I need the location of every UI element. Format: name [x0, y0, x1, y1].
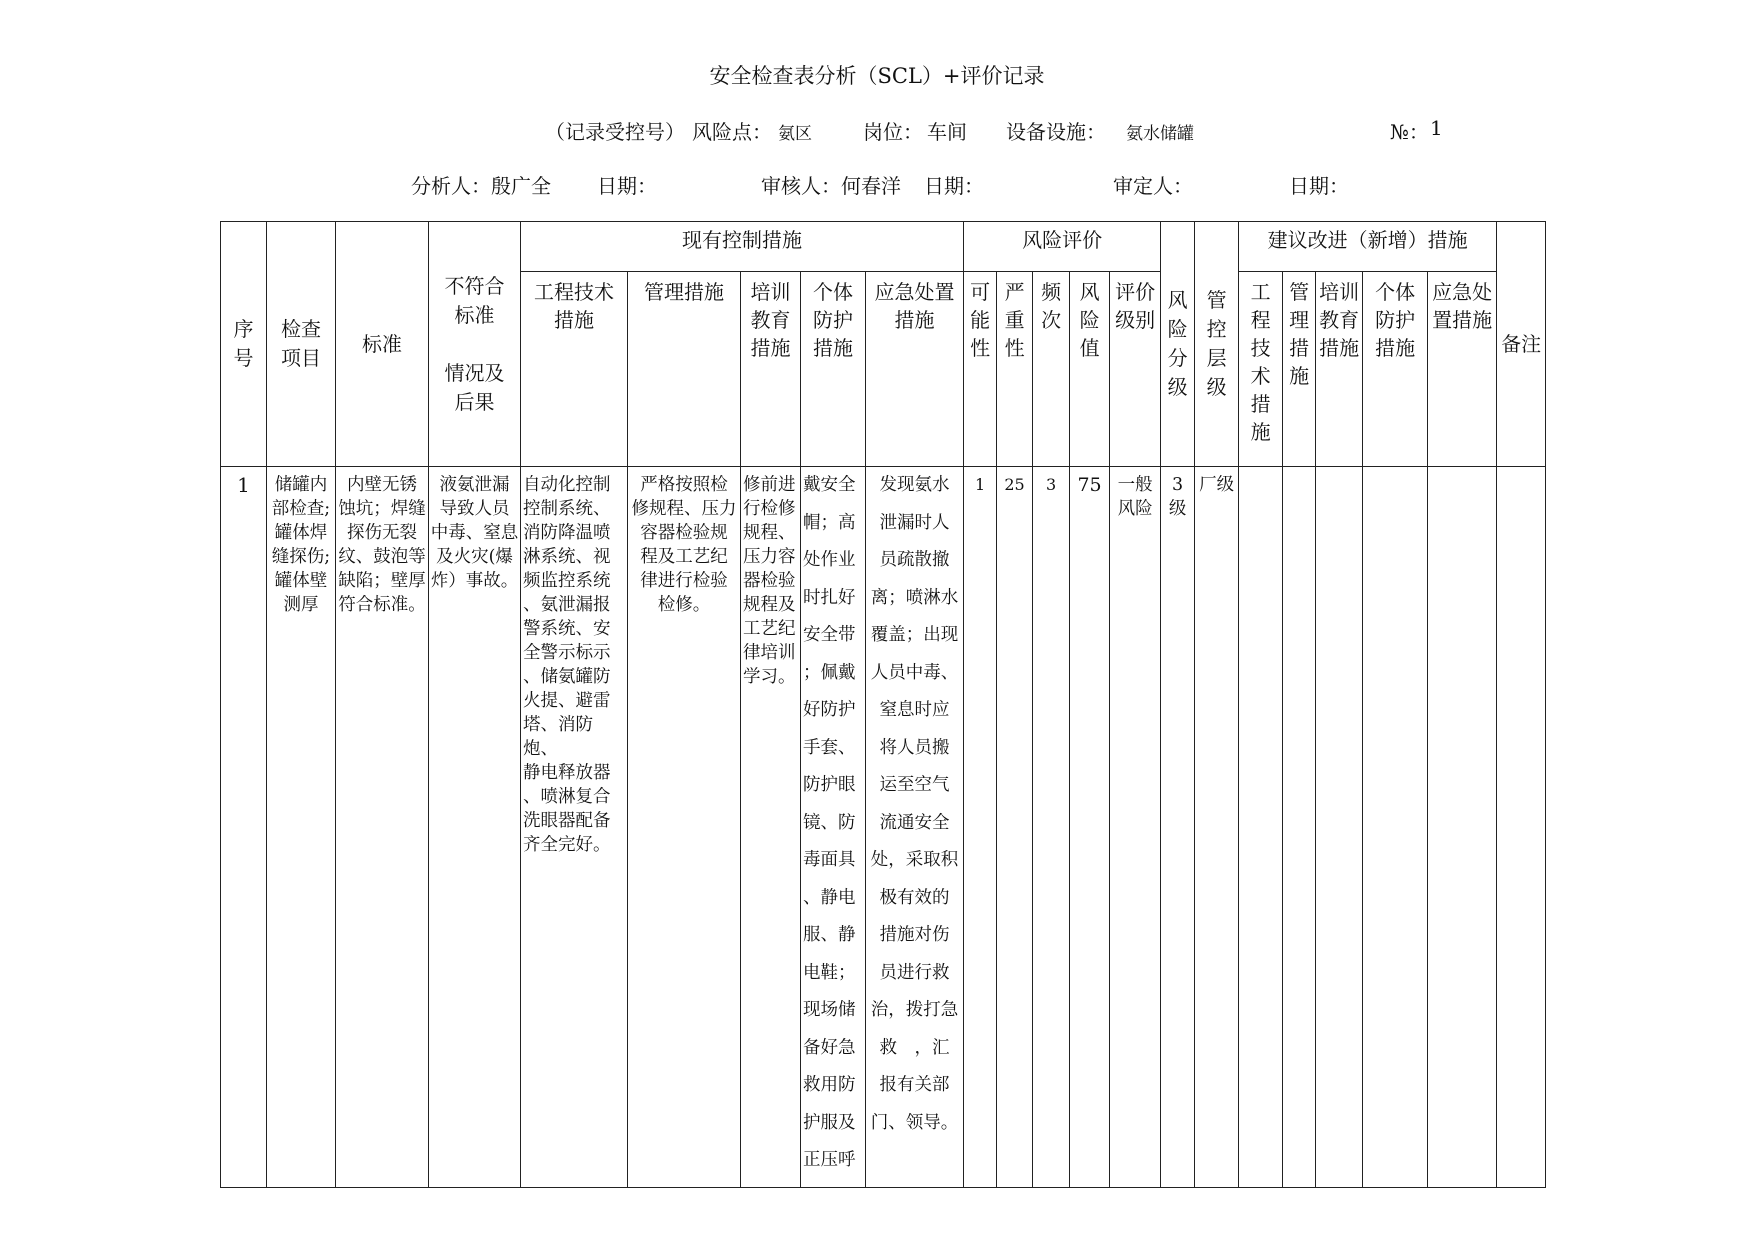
post-value: 车间	[927, 120, 967, 144]
header-existing-emerg: 应急处置 措施	[866, 272, 964, 467]
cell-risk-class: 3 级	[1161, 467, 1195, 1188]
cell-existing-train: 修前进 行检修 规程、 压力容 器检验 规程及 工艺纪 律培训 学习。	[741, 467, 801, 1188]
post-label: 岗位：	[863, 120, 923, 144]
analyst-date: 日期：	[597, 174, 657, 198]
document-title: 安全检查表分析（SCL）+评价记录	[709, 64, 1045, 88]
header-sug-mgmt: 管 理 措 施	[1283, 272, 1316, 467]
approver: 审定人：	[1113, 174, 1193, 198]
number-value: 1	[1430, 116, 1443, 140]
risk-point-value: 氨区	[778, 124, 812, 144]
cell-eval-level: 一般 风险	[1110, 467, 1161, 1188]
header-standard: 标准	[336, 222, 429, 467]
header-sug-ppe: 个体 防护 措施	[1363, 272, 1428, 467]
analyst: 分析人：殷广全	[411, 174, 551, 198]
table-row	[221, 467, 1546, 1188]
equipment-value: 氨水储罐	[1126, 124, 1194, 144]
scl-table	[220, 221, 1546, 1188]
cell-likelihood: 1	[964, 467, 997, 1188]
equipment-label: 设备设施：	[1006, 120, 1106, 144]
cell-seq: 1	[221, 467, 267, 1188]
header-sug-train: 培训 教育 措施	[1316, 272, 1363, 467]
header-existing-train: 培训 教育 措施	[741, 272, 801, 467]
cell-existing-ppe: 戴安全 帽；高 处作业 时扎好 安全带 ；佩戴 好防护 手套、 防护眼 镜、防 毒面具 、静电 服、静 电鞋； 现场储 备好急 救用防 护服及 正压呼	[801, 467, 866, 1188]
header-seq: 序 号	[221, 222, 267, 467]
cell-sug-emerg	[1428, 467, 1497, 1188]
record-number: （记录受控号）	[545, 120, 685, 144]
reviewer: 审核人：何春洋	[761, 174, 901, 198]
header-sug-eng: 工 程 技 术 措 施	[1239, 272, 1283, 467]
header-frequency: 频 次	[1033, 272, 1070, 467]
header-eval-level: 评价 级别	[1110, 272, 1161, 467]
cell-frequency: 3	[1033, 467, 1070, 1188]
cell-existing-emerg: 发现氨水 泄漏时人 员疏散撤 离；喷淋水 覆盖；出现 人员中毒、 窒息时应 将人员搬 运至空气 流通安全 处，采取积 极有效的 措施对伤 员进行救 治，拨打急 救 ，汇 报有关部 门、领导。	[866, 467, 964, 1188]
header-suggested-measures: 建议改进（新增）措施	[1239, 222, 1497, 272]
approver-date: 日期：	[1289, 174, 1349, 198]
risk-point-label: 风险点：	[692, 120, 772, 144]
cell-sug-eng	[1239, 467, 1283, 1188]
cell-remark	[1497, 467, 1546, 1188]
header-existing-mgmt: 管理措施	[628, 272, 741, 467]
header-sug-emerg: 应急处 置措施	[1428, 272, 1497, 467]
header-existing-ppe: 个体 防护 措施	[801, 272, 866, 467]
header-nonconform: 不符合 标准 情况及 后果	[429, 222, 521, 467]
header-risk-class: 风 险 分 级	[1161, 222, 1195, 467]
cell-nonconform: 液氨泄漏 导致人员 中毒、窒息 及火灾(爆 炸）事故。	[429, 467, 521, 1188]
header-risk-value: 风 险 值	[1070, 272, 1110, 467]
cell-standard: 内壁无锈 蚀坑；焊缝 探伤无裂 纹、鼓泡等 缺陷；壁厚 符合标准。	[336, 467, 429, 1188]
header-likelihood: 可 能 性	[964, 272, 997, 467]
cell-control-level: 厂级	[1195, 467, 1239, 1188]
header-severity: 严 重 性	[997, 272, 1033, 467]
number-label: №：	[1390, 120, 1429, 144]
header-remark: 备注	[1497, 222, 1546, 467]
reviewer-date: 日期：	[924, 174, 984, 198]
header-risk-evaluation: 风险评价	[964, 222, 1161, 272]
header-control-level: 管 控 层 级	[1195, 222, 1239, 467]
cell-risk-value: 75	[1070, 467, 1110, 1188]
cell-item: 储罐内 部检查; 罐体焊 缝探伤; 罐体壁 测厚	[267, 467, 336, 1188]
cell-severity: 25	[997, 467, 1033, 1188]
header-existing-controls: 现有控制措施	[521, 222, 964, 272]
cell-existing-eng: 自动化控制 控制系统、 消防降温喷 淋系统、视 频监控系统 、氨泄漏报 警系统、安 全警示标示 、储氨罐防 火提、避雷 塔、消防炮、 静电释放器 、喷淋复合 洗眼器配备 齐全完好。	[521, 467, 628, 1188]
cell-sug-train	[1316, 467, 1363, 1188]
cell-sug-mgmt	[1283, 467, 1316, 1188]
header-existing-eng: 工程技术 措施	[521, 272, 628, 467]
header-item: 检查 项目	[267, 222, 336, 467]
cell-sug-ppe	[1363, 467, 1428, 1188]
cell-existing-mgmt: 严格按照检 修规程、压力 容器检验规 程及工艺纪 律进行检验 检修。	[628, 467, 741, 1188]
